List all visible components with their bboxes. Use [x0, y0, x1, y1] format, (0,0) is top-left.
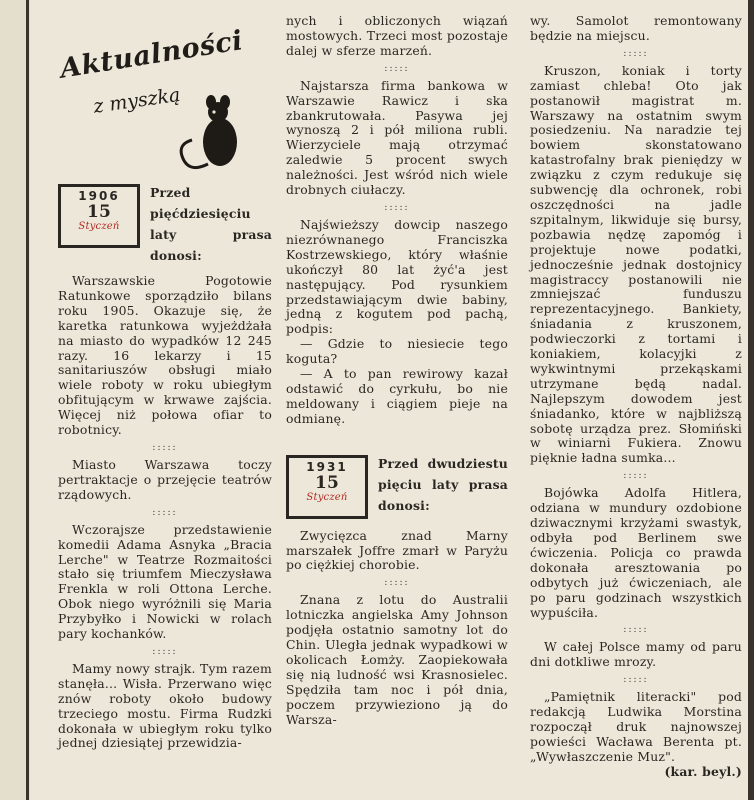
separator: ::::: [384, 63, 410, 74]
separator: ::::: [152, 442, 178, 453]
right-margin-border [748, 0, 754, 800]
article-paragraph: Miasto Warszawa toczy pertraktacje o przejęcie teatrów rządowych. [58, 456, 272, 502]
article-paragraph: W całej Polsce mamy od paru dni dotkliwe mrozy. [530, 639, 742, 670]
article-paragraph: — A to pan rewirowy kazał odstawić do cyrkułu, bo nie meldowany i ciągiem pieje na odmianę. [286, 366, 508, 426]
lead-1906: Przed pięćdziesięciu laty prasa donosi: [150, 185, 272, 263]
separator: ::::: [623, 471, 649, 482]
article-paragraph: nych i obliczonych wiązań mostowych. Trzeci most pozostaje dalej w sferze marzeń. [286, 13, 508, 58]
separator: ::::: [623, 625, 649, 636]
article-paragraph: Najświeższy dowcip naszego niezrównanego Franciszka Kostrzewskiego, który właśnie ukończył 80 lat żyć'a jest następujący. Pod rysunkiem przedstawiającym dwie babiny, jedną z kogutem pod pachą, podpis: [286, 216, 508, 337]
column-2 [286, 14, 508, 728]
lead-1931: Przed dwudziestu pięciu laty prasa donosi: [378, 455, 508, 513]
separator: ::::: [384, 578, 410, 589]
separator: ::::: [152, 507, 178, 518]
left-margin-border [0, 0, 30, 800]
article-paragraph: Zwycięzca znad Marny marszałek Joffre zmarł w Paryżu po ciężkiej chorobie. [286, 527, 508, 573]
date-year: 1931 [306, 459, 348, 474]
column-3 [530, 14, 742, 780]
article-paragraph: „Pamiętnik literacki" pod redakcją Ludwika Morstina rozpoczął druk najnowszej powieści Wacława Berenta pt. „Wywłaszczenie Muz". [530, 689, 742, 764]
article-paragraph: Najstarsza firma bankowa w Warszawie Rawicz i ska zbankrutowała. Pasywa jej wynoszą 2 i pół miliona rubli. Wierzyciele mają otrzymać zaledwie 5 procent swych należności. Jest wśród nich wiele drobnych ciułaczy. [286, 77, 508, 198]
article-paragraph: Znana z lotu do Australii lotniczka angielska Amy Johnson podjęła ostatnio samotny lot do Chin. Uległa jednak wypadkowi w okolicach Łomży. Zaopiekowała się nią ludność wsi Krasnosielec. Spędziła tam noc i pół dnia, poczem przywieziono ją do Warsza- [286, 592, 508, 727]
separator: ::::: [152, 646, 178, 657]
article-paragraph: Wczorajsze przedstawienie komedii Adama Asnyka „Bracia Lerche" w Teatrze Rozmaitości stało się triumfem Mieczysława Frenkla w roli Ottona Lerche. Obok niego wyróżnili się Maria Przybyłko i Nowicki w rolach pary kochanków. [58, 521, 272, 642]
date-day: 15 [314, 472, 340, 493]
article-paragraph: Kruszon, koniak i torty zamiast chleba! Oto jak postanowił magistrat m. Warszawy na ostatnim swym posiedzeniu. Na naradzie tej bowiem skonstatowano katastrofalny brak pieniędzy w związku z czym redukuje się subwencję dla ochronek, robi oszczędności na jadle szpitalnym, likwiduje się bursy, pozbawia nędzę zapomóg i projektuje nowe podatki, jednocześnie jednak dostojnicy magistraccy postanowili nie zmniejszać funduszu reprezentacyjnego. Bankiety, śniadania z kruszonem, podwieczorki z tortami i koniakiem, kolacyjki z wykwintnymi przekąskami utrzymane będą nadal. Najlepszym dowodem jest śniadanko, które w najbliższą sobotę urządza prez. Słomiński w winiarni Fukiera. Znowu pięknie ładna sumka... [530, 62, 742, 466]
article-paragraph: — Gdzie to niesiecie tego koguta? [286, 336, 508, 367]
article-paragraph: Bojówka Adolfa Hitlera, odziana w mundury ozdobione dziwacznymi krzyżami swastyk, odbyła pod Berlinem swe ćwiczenia. Policja co prawda dokonała aresztowania po odbytych już ćwiczeniach, ale po paru godzinach wszystkich wypuściła. [530, 485, 742, 620]
separator: ::::: [623, 675, 649, 686]
date-day: 15 [86, 201, 112, 222]
date-box-1906 [58, 184, 140, 248]
date-box-1931 [286, 455, 368, 519]
article-paragraph: Warszawskie Pogotowie Ratunkowe sporządziło bilans roku 1905. Okazuje się, że karetka ratunkowa wyjeżdżała na miasto do wypadków 12 245 razy. 16 lekarzy i 15 sanitariuszów obsługi miało wiele roboty w roku ubiegłym obfitującym w krwawe zajścia. Więcej niż połowa ofiar to robotnicy. [58, 273, 272, 438]
author-signature: (kar. beyl.) [664, 763, 742, 779]
article-paragraph: Mamy nowy strajk. Tym razem stanęła... Wisła. Przerwano więc znów roboty około budowy trzeciego mostu. Firma Rudzki dokonała w ubiegłym roku tylko jednej dziesiątej przewidzia- [58, 660, 272, 751]
date-year: 1906 [78, 189, 120, 203]
separator: ::::: [384, 202, 410, 213]
date-month: Styczeń [78, 220, 120, 232]
date-month: Styczeń [306, 491, 348, 503]
separator: ::::: [623, 48, 649, 59]
article-paragraph: wy. Samolot remontowany będzie na miejscu. [530, 13, 742, 43]
column-1 [58, 44, 272, 751]
logo-subtitle: z myszką [92, 83, 182, 118]
logo-title: Aktualności [58, 25, 246, 85]
